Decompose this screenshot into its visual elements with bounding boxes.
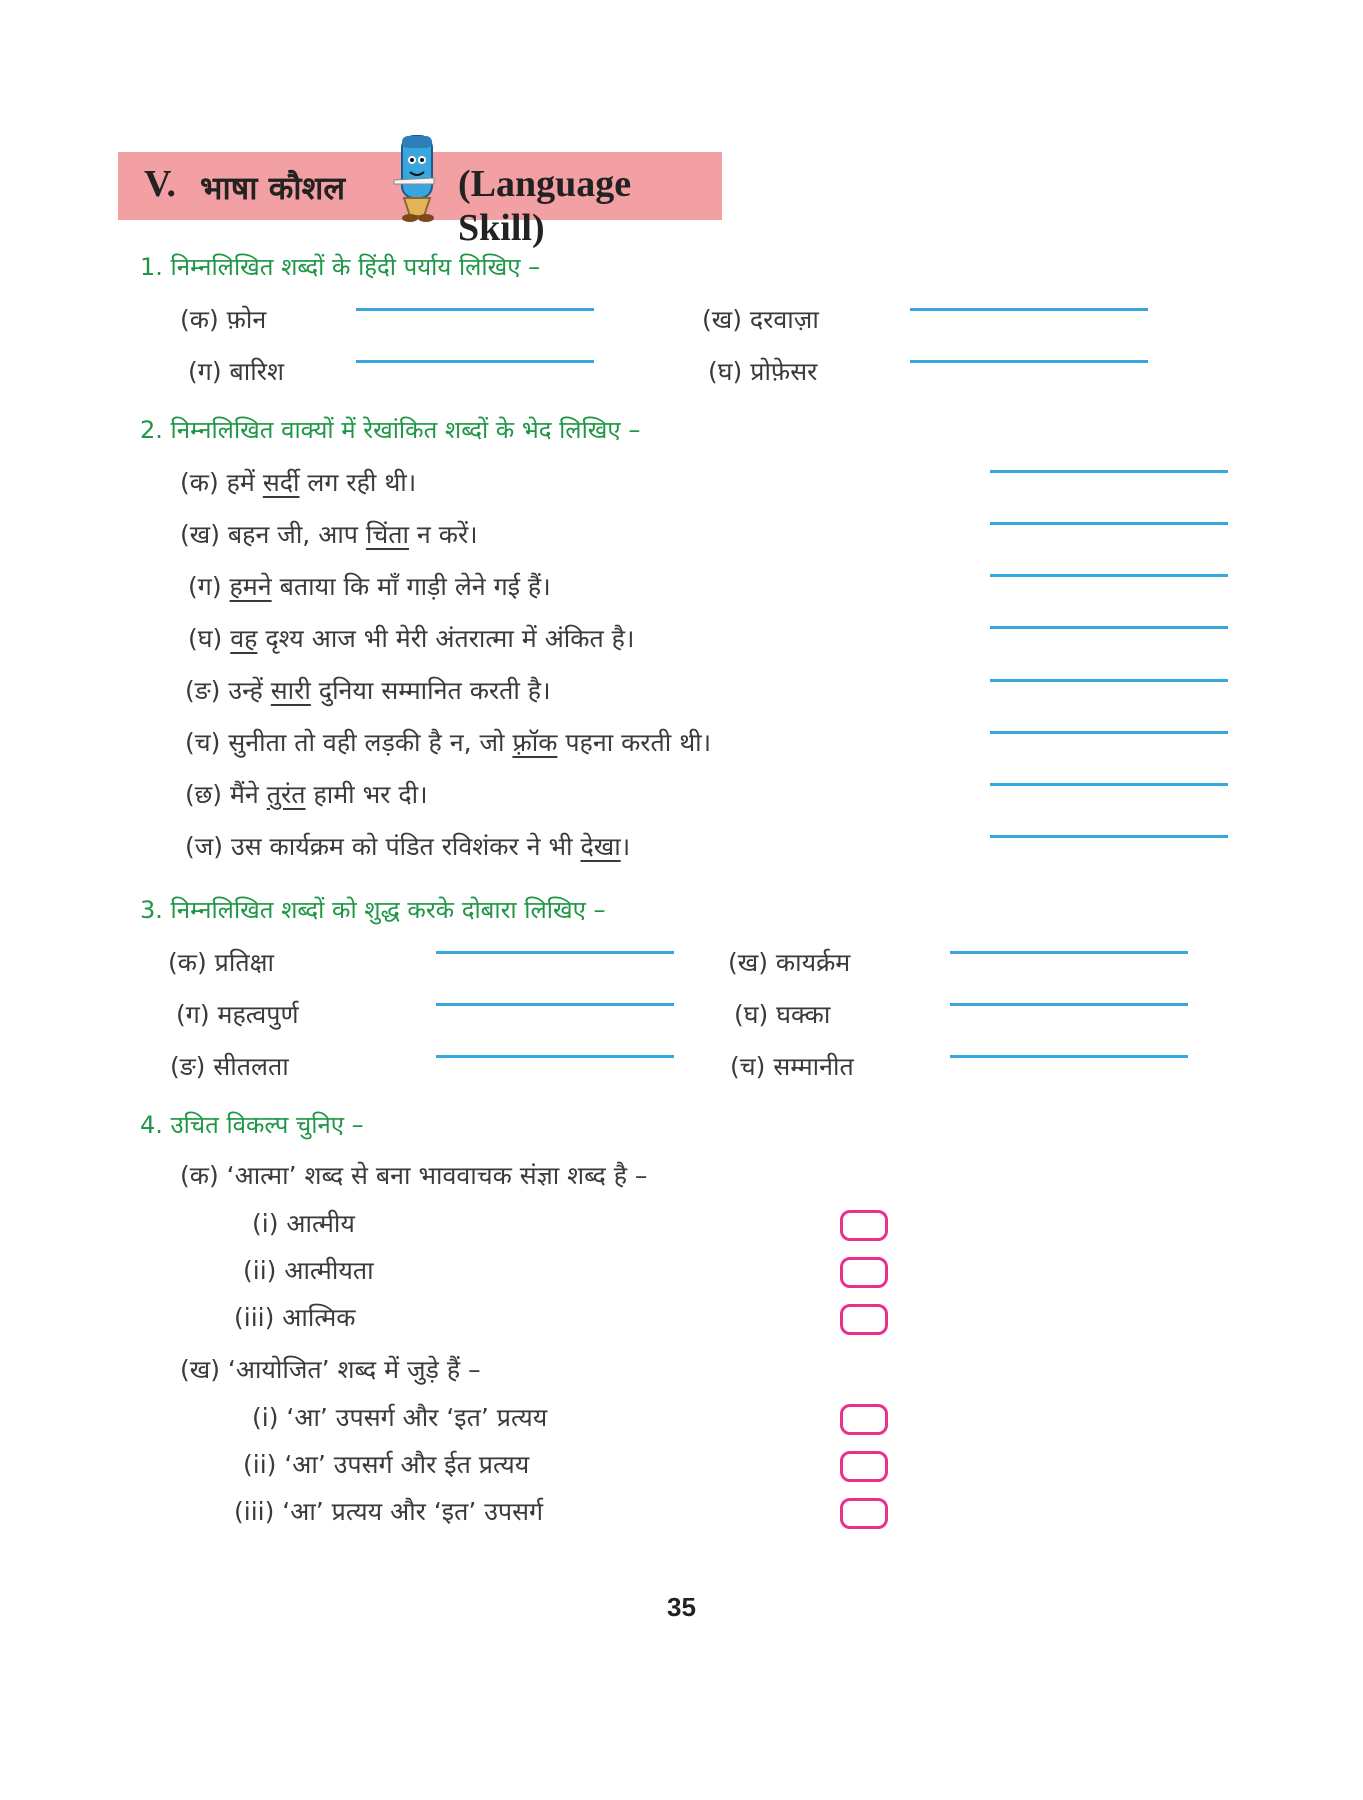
underlined-word: देखा: [580, 832, 621, 861]
q3-item-ga: (ग) महत्वपुर्ण: [176, 1000, 299, 1029]
q3-item-kha: (ख) कायर्क्रम: [728, 948, 851, 977]
question-4-heading: 4. उचित विकल्प चुनिए –: [140, 1111, 364, 1139]
answer-checkbox[interactable]: [840, 1304, 888, 1335]
answer-line[interactable]: [990, 626, 1228, 629]
underlined-word: चिंता: [365, 520, 409, 549]
underlined-word: सारी: [270, 676, 311, 705]
page-number: 35: [667, 1592, 696, 1622]
sentence-text: (ज) उस कार्यक्रम को पंडित रविशंकर ने भी: [185, 832, 581, 861]
answer-line[interactable]: [356, 308, 594, 311]
sentence-text: (छ) मैंने: [185, 780, 267, 809]
section-number: V.: [144, 163, 177, 205]
q2-sentence: [185, 725, 711, 759]
answer-checkbox[interactable]: [840, 1210, 888, 1241]
q1-item-kha: (ख) दरवाज़ा: [702, 305, 819, 334]
answer-checkbox[interactable]: [840, 1257, 888, 1288]
q1-item-gha: (घ) प्रोफ़ेसर: [708, 357, 818, 386]
q3-item-cha: (च) सम्मानीत: [730, 1052, 854, 1081]
q4-prompt-kha: (ख) ‘आयोजित’ शब्द में जुड़े हैं –: [180, 1355, 481, 1384]
answer-line[interactable]: [990, 835, 1228, 838]
q2-sentence: [185, 777, 428, 811]
sentence-text: (क) हमें: [180, 468, 263, 497]
sentence-text: (च) सुनीता तो वही लड़की है न, जो: [185, 728, 513, 757]
question-3-heading: 3. निम्नलिखित शब्दों को शुद्ध करके दोबारा लिखिए –: [140, 896, 606, 924]
sentence-text: न करें।: [408, 520, 478, 549]
answer-line[interactable]: [436, 1003, 674, 1006]
answer-checkbox[interactable]: [840, 1404, 888, 1435]
sentence-text: (ङ) उन्हें: [185, 676, 271, 705]
answer-line[interactable]: [990, 783, 1228, 786]
question-2-heading: 2. निम्नलिखित वाक्यों में रेखांकित शब्दों के भेद लिखिए –: [140, 416, 641, 444]
sentence-text: (घ): [188, 624, 231, 653]
answer-line[interactable]: [990, 731, 1228, 734]
q2-sentence: [180, 517, 478, 551]
answer-line[interactable]: [950, 1055, 1188, 1058]
sentence-text: लग रही थी।: [299, 468, 417, 497]
sentence-text: (ग): [188, 572, 230, 601]
sentence-text: (ख) बहन जी, आप: [180, 520, 366, 549]
sentence-text: दुनिया सम्मानित करती है।: [310, 676, 551, 705]
q4-option: (i) आत्मीय: [252, 1209, 355, 1238]
q1-item-ka: (क) फ़ोन: [180, 305, 267, 334]
sentence-text: पहना करती थी।: [557, 728, 712, 757]
sentence-text: ।: [620, 832, 631, 861]
underlined-word: तुरंत: [266, 780, 306, 809]
q2-sentence: [185, 673, 551, 707]
q4-option: (iii) ‘आ’ प्रत्यय और ‘इत’ उपसर्ग: [234, 1497, 544, 1526]
underlined-word: वह: [230, 624, 258, 653]
q2-sentence: [180, 465, 416, 499]
section-title-hindi: भाषा कौशल: [200, 169, 346, 207]
underlined-word: फ़्रॉक: [512, 728, 558, 757]
q2-sentence: [185, 829, 630, 863]
answer-line[interactable]: [910, 308, 1148, 311]
answer-line[interactable]: [950, 951, 1188, 954]
q3-item-nga: (ङ) सीतलता: [170, 1052, 289, 1081]
pencil-mascot-icon: [388, 128, 448, 223]
answer-line[interactable]: [990, 574, 1228, 577]
section-title-english: (Language Skill): [458, 163, 632, 249]
sentence-text: दृश्य आज भी मेरी अंतरात्मा में अंकित है।: [257, 624, 635, 653]
q4-option: (iii) आत्मिक: [234, 1303, 356, 1332]
q4-option: (ii) ‘आ’ उपसर्ग और ईत प्रत्यय: [243, 1450, 530, 1479]
answer-line[interactable]: [990, 679, 1228, 682]
underlined-word: हमने: [229, 572, 272, 601]
answer-line[interactable]: [990, 470, 1228, 473]
q4-option: (ii) आत्मीयता: [243, 1256, 374, 1285]
underlined-word: सर्दी: [262, 468, 300, 497]
sentence-text: हामी भर दी।: [305, 780, 428, 809]
answer-checkbox[interactable]: [840, 1498, 888, 1529]
q4-option: (i) ‘आ’ उपसर्ग और ‘इत’ प्रत्यय: [252, 1403, 548, 1432]
q4-prompt-ka: (क) ‘आत्मा’ शब्द से बना भाववाचक संज्ञा शब्द है –: [180, 1161, 648, 1190]
answer-line[interactable]: [990, 522, 1228, 525]
q1-item-ga: (ग) बारिश: [188, 357, 284, 386]
answer-checkbox[interactable]: [840, 1451, 888, 1482]
answer-line[interactable]: [910, 360, 1148, 363]
answer-line[interactable]: [356, 360, 594, 363]
sentence-text: बताया कि माँ गाड़ी लेने गई हैं।: [271, 572, 551, 601]
answer-line[interactable]: [950, 1003, 1188, 1006]
q2-sentence: [188, 569, 551, 603]
answer-line[interactable]: [436, 951, 674, 954]
answer-line[interactable]: [436, 1055, 674, 1058]
q2-sentence: [188, 621, 634, 655]
question-1-heading: 1. निम्नलिखित शब्दों के हिंदी पर्याय लिखिए –: [140, 253, 541, 281]
q3-item-ka: (क) प्रतिक्षा: [168, 948, 275, 977]
q3-item-gha: (घ) घक्का: [734, 1000, 831, 1029]
